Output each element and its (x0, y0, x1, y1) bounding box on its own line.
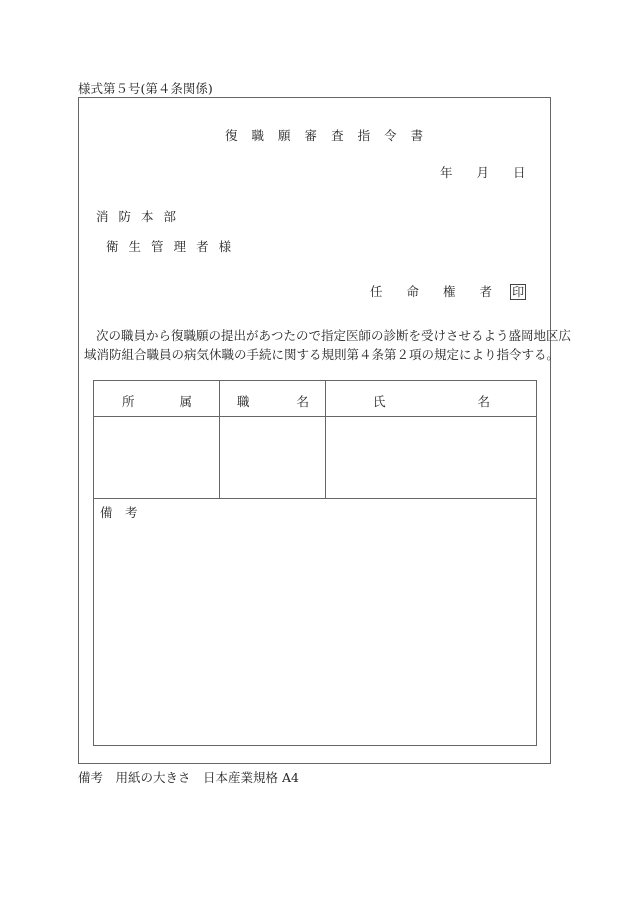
remarks-field[interactable] (94, 521, 536, 745)
issuer-char: 任 (370, 284, 383, 299)
date-day-label: 日 (513, 165, 526, 180)
person-char: 様 (218, 239, 232, 254)
header-job-title (237, 392, 309, 410)
title-char: 願 (278, 128, 291, 143)
dept-char: 消 (96, 209, 109, 224)
date-year-label: 年 (440, 165, 453, 180)
seal-stamp-icon: 印 (512, 285, 525, 299)
instruction-line-1: 次の職員から復職願の提出があつたので指定医師の診断を受けさせるよう盛岡地区広 (96, 328, 572, 343)
header-char: 所 (122, 394, 135, 409)
table-row-divider (94, 498, 536, 499)
title-char: 査 (331, 128, 344, 143)
addressee-person (106, 237, 231, 255)
person-char: 者 (196, 239, 209, 254)
title-char: 復 (225, 128, 238, 143)
issuer-line (370, 282, 526, 300)
person-char: 管 (151, 239, 164, 254)
instruction-line-2: 域消防組合職員の病気休職の手続に関する規則第４条第２項の規定により指令する。 (84, 347, 560, 362)
header-char: 属 (179, 394, 193, 409)
issuer-char: 命 (406, 284, 420, 299)
header-name (373, 392, 490, 410)
cell-name[interactable] (326, 417, 536, 498)
remarks-label: 備 考 (100, 505, 138, 520)
cell-job-title[interactable] (220, 417, 325, 498)
document-title (225, 126, 423, 144)
header-affiliation (122, 392, 192, 410)
dept-char: 本 (141, 209, 154, 224)
employee-table (93, 380, 537, 746)
date-month-label: 月 (476, 165, 490, 180)
title-char: 審 (304, 128, 318, 143)
form-label: 様式第５号(第４条関係) (78, 81, 213, 96)
header-char: 名 (296, 394, 310, 409)
instruction-text (84, 326, 572, 364)
cell-affiliation[interactable] (94, 417, 219, 498)
title-char: 書 (410, 128, 424, 143)
dept-char: 防 (118, 209, 132, 224)
header-char: 名 (477, 394, 491, 409)
addressee-department (96, 207, 176, 225)
person-char: 生 (128, 239, 142, 254)
person-char: 理 (173, 239, 187, 254)
person-char: 衛 (106, 239, 119, 254)
paper-size-note: 備考 用紙の大きさ 日本産業規格 A4 (78, 770, 299, 785)
header-char: 職 (237, 394, 250, 409)
dept-char: 部 (163, 209, 177, 224)
title-char: 令 (384, 128, 397, 143)
date-field (440, 163, 526, 181)
issuer-char: 権 (443, 284, 456, 299)
header-char: 氏 (373, 394, 386, 409)
title-char: 職 (251, 128, 265, 143)
title-char: 指 (357, 128, 371, 143)
issuer-char: 者 (479, 284, 493, 299)
